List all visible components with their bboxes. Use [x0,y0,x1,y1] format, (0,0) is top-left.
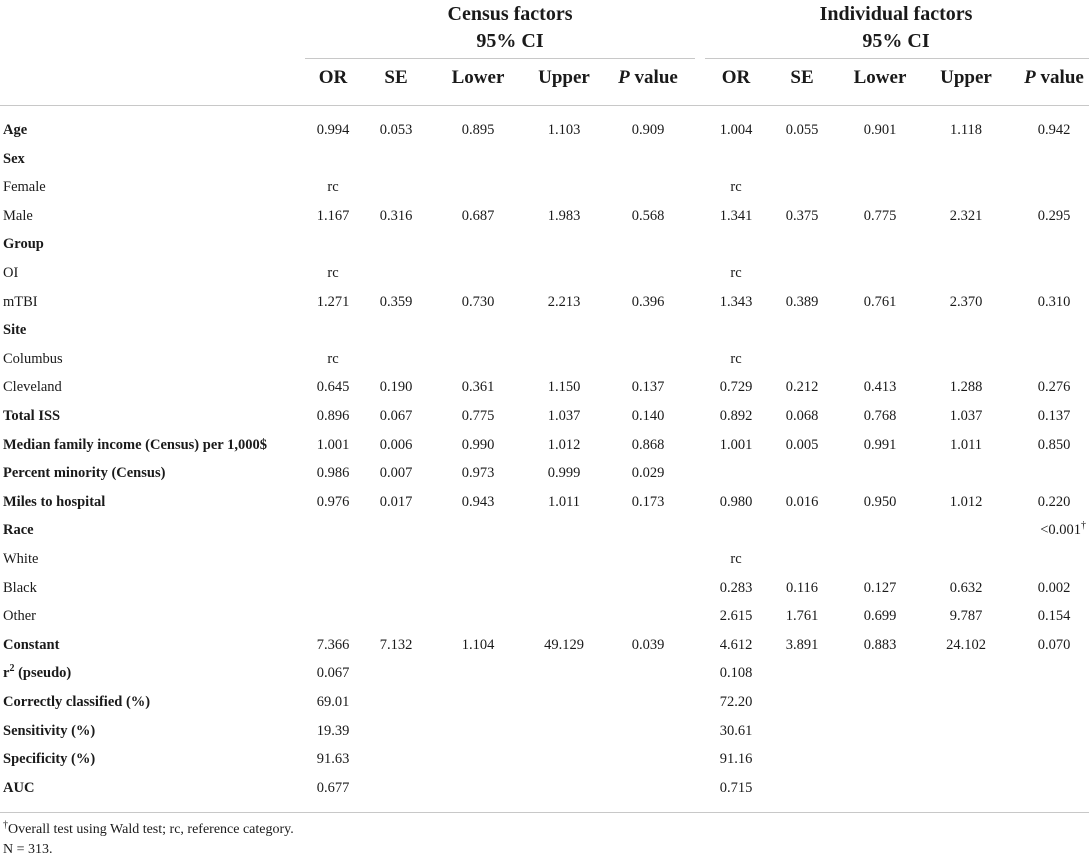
row-label: Sex [3,150,25,167]
census-cell-se: 0.316 [379,207,413,224]
census-cell-upper: 1.150 [547,379,581,396]
row-label: AUC [3,779,35,796]
individual-cell-or: 91.16 [719,751,753,768]
individual-colhead-3: Upper [940,67,992,88]
census-cell-se: 0.006 [379,436,413,453]
table-row [0,574,1089,602]
census-group-rule [305,58,695,59]
census-cell-upper: 0.999 [547,465,581,482]
row-label: Group [3,236,44,253]
census-cell-lower: 0.730 [461,293,495,310]
census-cell-p: 0.137 [631,379,665,396]
individual-cell-upper: 2.321 [949,207,983,224]
individual-cell-or: rc [730,265,742,281]
table-row [0,230,1089,258]
table-row [0,459,1089,487]
individual-cell-upper: 1.012 [949,493,983,510]
census-cell-p: 0.173 [631,493,665,510]
individual-cell-or: 30.61 [719,722,753,739]
header-rule [0,105,1089,106]
row-label: Constant [3,636,60,653]
individual-cell-or: 0.729 [719,379,753,396]
table-row [0,116,1089,144]
table-row [0,688,1089,716]
footnote-wald [3,820,294,840]
census-colhead-1: SE [384,67,408,88]
individual-cell-or: 1.341 [719,207,753,224]
table-row [0,745,1089,773]
individual-cell-p: 0.850 [1037,436,1071,453]
census-cell-p: 0.396 [631,293,665,310]
individual-cell-se: 0.016 [785,493,819,510]
census-cell-lower: 0.775 [461,408,495,424]
census-colhead-2: Lower [451,67,505,88]
census-cell-p: 0.568 [631,207,665,224]
individual-cell-p: 0.295 [1037,207,1071,224]
individual-cell-upper: 0.632 [949,579,983,596]
bottom-rule [0,812,1089,813]
individual-factors-header [786,1,1006,55]
p-value-word: value [1040,67,1084,88]
individual-cell-p: <0.001† [1040,520,1086,539]
individual-colhead-0: OR [721,67,751,88]
individual-cell-upper: 2.370 [949,293,983,310]
census-cell-lower: 0.973 [461,465,495,482]
census-cell-se: 0.359 [379,293,413,310]
census-cell-upper: 1.103 [547,122,581,138]
census-cell-or: 0.677 [316,779,350,796]
row-label: Male [3,207,33,224]
individual-cell-p: 0.154 [1037,608,1071,625]
census-cell-or: 91.63 [316,751,350,768]
census-cell-or: 0.976 [316,493,350,510]
table-row [0,316,1089,344]
census-cell-p: 0.868 [631,436,665,453]
census-cell-or: 0.067 [316,665,350,682]
individual-cell-lower: 0.699 [863,608,897,625]
census-cell-or: 69.01 [316,694,350,710]
individual-cell-p: 0.002 [1037,579,1071,596]
table-row [0,431,1089,459]
individual-cell-or: 0.283 [719,579,753,596]
table-row [0,202,1089,230]
table-row [0,602,1089,630]
census-cell-se: 0.053 [379,122,413,138]
individual-cell-lower: 0.768 [863,408,897,424]
individual-cell-p: 0.276 [1037,379,1071,396]
row-label: OI [3,265,19,281]
row-label: Correctly classified (%) [3,694,151,710]
individual-factors-title: Individual factors [819,3,973,25]
census-cell-or: 1.271 [316,293,350,310]
p-value-word: value [634,67,678,88]
row-label: White [3,551,39,567]
p-italic: P [618,67,630,88]
individual-cell-lower: 0.950 [863,493,897,510]
census-cell-lower: 1.104 [461,636,495,653]
table-row [0,774,1089,802]
individual-cell-se: 0.375 [785,207,819,224]
row-label: Other [3,608,37,625]
individual-cell-or: 0.715 [719,779,753,796]
row-label: Total ISS [3,408,61,424]
census-cell-upper: 1.037 [547,408,581,424]
census-factors-ci: 95% CI [476,30,544,52]
census-factors-header [400,1,620,55]
row-label: Median family income (Census) per 1,000$ [3,436,267,453]
census-factors-title: Census factors [447,3,573,25]
census-colhead-0: OR [318,67,348,88]
census-cell-lower: 0.943 [461,493,495,510]
table-row [0,631,1089,659]
individual-group-rule [705,58,1089,59]
individual-cell-lower: 0.413 [863,379,897,396]
census-cell-or: rc [327,179,339,196]
census-cell-upper: 49.129 [544,636,584,653]
table-row [0,345,1089,373]
row-label: Race [3,522,34,539]
individual-colhead-1: SE [790,67,814,88]
table-row [0,259,1089,287]
census-cell-or: rc [327,350,339,367]
row-label: Black [3,579,37,596]
census-cell-se: 0.067 [379,408,413,424]
table-row [0,145,1089,173]
census-cell-lower: 0.895 [461,122,495,138]
census-cell-or: 0.986 [316,465,350,482]
census-cell-se: 0.017 [379,493,413,510]
individual-cell-p: 0.070 [1037,636,1071,653]
census-cell-upper: 1.012 [547,436,581,453]
row-label: Columbus [3,350,63,367]
individual-cell-lower: 0.761 [863,293,897,310]
table-row [0,373,1089,401]
table-row [0,173,1089,201]
individual-cell-upper: 1.288 [949,379,983,396]
table-row [0,659,1089,687]
individual-cell-or: 1.004 [719,122,753,138]
individual-cell-or: 2.615 [719,608,753,625]
row-label: Miles to hospital [3,493,106,510]
row-label: Specificity (%) [3,751,96,768]
individual-cell-se: 1.761 [785,608,819,625]
census-cell-p: 0.909 [631,122,665,138]
table-row [0,402,1089,430]
row-label: Age [3,122,28,138]
individual-cell-upper: 1.037 [949,408,983,424]
census-cell-p: 0.029 [631,465,665,482]
census-cell-upper: 2.213 [547,293,581,310]
individual-cell-or: rc [730,551,742,567]
footnote-n: N = 313. [3,842,53,857]
table-row [0,488,1089,516]
table-row [0,717,1089,745]
individual-cell-or: 1.343 [719,293,753,310]
individual-cell-upper: 1.011 [949,436,983,453]
p-italic: P [1024,67,1036,88]
row-label: mTBI [3,293,38,310]
census-cell-or: 1.001 [316,436,350,453]
census-cell-lower: 0.687 [461,207,495,224]
individual-cell-upper: 1.118 [949,122,983,138]
individual-cell-lower: 0.775 [863,207,897,224]
table-row [0,516,1089,544]
census-cell-lower: 0.361 [461,379,495,396]
individual-cell-or: 72.20 [719,694,753,710]
census-cell-upper: 1.983 [547,207,581,224]
census-colhead-4 [618,66,678,90]
individual-cell-upper: 9.787 [949,608,983,625]
census-cell-se: 0.007 [379,465,413,482]
census-cell-or: 19.39 [316,722,350,739]
census-cell-or: 0.896 [316,408,350,424]
census-cell-or: 1.167 [316,207,350,224]
footnote-text: Overall test using Wald test; rc, reference category. [8,822,294,837]
individual-cell-lower: 0.901 [863,122,897,138]
individual-cell-or: 0.108 [719,665,753,682]
individual-cell-lower: 0.883 [863,636,897,653]
census-cell-p: 0.140 [631,408,665,424]
census-cell-se: 7.132 [379,636,413,653]
individual-cell-or: rc [730,179,742,196]
individual-cell-p: 0.942 [1037,122,1071,138]
individual-cell-lower: 0.127 [863,579,897,596]
individual-cell-p: 0.220 [1037,493,1071,510]
individual-cell-se: 0.389 [785,293,819,310]
row-label: Cleveland [3,379,62,396]
footnote-dagger: † [3,819,8,831]
individual-cell-upper: 24.102 [946,636,986,653]
census-cell-or: 0.994 [316,122,350,138]
table-row [0,288,1089,316]
individual-cell-se: 3.891 [785,636,819,653]
individual-cell-se: 0.212 [785,379,819,396]
individual-cell-or: rc [730,350,742,367]
census-cell-or: rc [327,265,339,281]
census-colhead-3: Upper [538,67,590,88]
row-label: $r^2$ (pseudo) [3,663,72,682]
census-cell-or: 0.645 [316,379,350,396]
census-cell-se: 0.190 [379,379,413,396]
individual-cell-se: 0.005 [785,436,819,453]
individual-cell-p: 0.137 [1037,408,1071,424]
table-row [0,545,1089,573]
row-label: Female [3,179,46,196]
census-cell-upper: 1.011 [547,493,581,510]
individual-cell-p: 0.310 [1037,293,1071,310]
individual-cell-or: 4.612 [719,636,753,653]
individual-cell-se: 0.068 [785,408,819,424]
individual-cell-se: 0.116 [785,579,819,596]
individual-cell-se: 0.055 [785,122,819,138]
individual-cell-or: 0.980 [719,493,753,510]
individual-factors-ci: 95% CI [862,30,930,52]
census-cell-p: 0.039 [631,636,665,653]
individual-colhead-4 [1024,66,1084,90]
individual-cell-or: 1.001 [719,436,753,453]
individual-cell-or: 0.892 [719,408,753,424]
individual-colhead-2: Lower [853,67,907,88]
row-label: Sensitivity (%) [3,722,96,739]
census-cell-or: 7.366 [316,636,350,653]
individual-cell-lower: 0.991 [863,436,897,453]
row-label: Site [3,322,27,339]
row-label: Percent minority (Census) [3,465,166,482]
census-cell-lower: 0.990 [461,436,495,453]
